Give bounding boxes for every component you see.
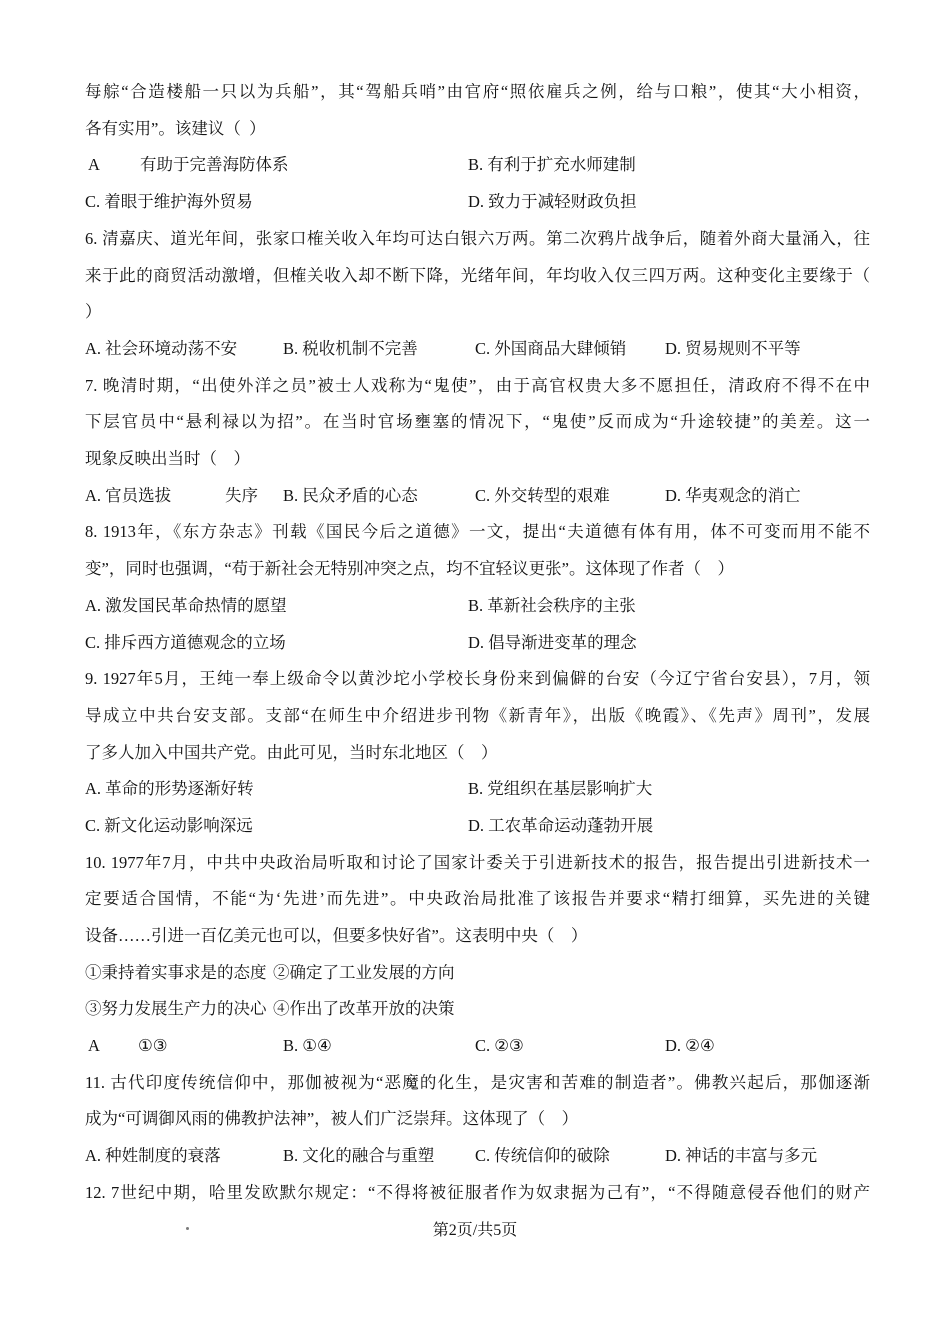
question-7-line-1: 7. 晚清时期，“出使外洋之员”被士人戏称为“鬼使”，由于高官权贵大多不愿担任，清政府不得不在中	[85, 376, 870, 395]
question-6-line-2: 来于此的商贸活动激增，但榷关收入却不断下降，光绪年间，年均收入仅三四万两。这种变化主要缘于（	[85, 266, 870, 285]
question-10-line-1: 10. 1977年7月，中共中央政治局听取和讨论了国家计委关于引进新技术的报告，报告提出引进新技术一	[85, 853, 870, 872]
question-11-option-a: A. 种姓制度的衰落	[85, 1146, 221, 1165]
question-11-line-1: 11. 古代印度传统信仰中，那伽被视为“恶魔的化生，是灾害和苦难的制造者”。佛教兴起后，那伽逐渐	[85, 1073, 870, 1092]
question-7-option-a: 失序	[225, 486, 258, 505]
question-10-statement-1: ①秉持着实事求是的态度	[85, 963, 267, 982]
question-11-options-row	[0, 1142, 950, 1170]
question-7-options-row	[0, 482, 950, 510]
question-8-options-row-1	[0, 592, 950, 620]
question-5-option-d: D. 致力于减轻财政负担	[468, 192, 637, 211]
question-10-option-a-label: A	[88, 1036, 100, 1055]
question-9-options-row-2	[0, 812, 950, 840]
question-10-statement-2: ②确定了工业发展的方向	[273, 963, 455, 982]
question-10-line-3: 设备……引进一百亿美元也可以，但要多快好省”。这表明中央（ ）	[85, 926, 588, 945]
question-7-option-d: D. 华夷观念的消亡	[665, 486, 801, 505]
question-10-statements-row-1	[0, 959, 950, 987]
question-10-line-2: 定要适合国情，不能“为‘先进’而先进”。中央政治局批准了该报告并要求“精打细算，买先进的关键	[85, 889, 870, 908]
question-12-line-1: 12. 7世纪中期，哈里发欧默尔规定：“不得将被征服者作为奴隶据为己有”，“不得随意侵吞他们的财产	[85, 1183, 870, 1202]
question-8-option-c: C. 排斥西方道德观念的立场	[85, 633, 286, 652]
question-11-option-c: C. 传统信仰的破除	[475, 1146, 610, 1165]
question-6-option-d: D. 贸易规则不平等	[665, 339, 801, 358]
question-11-line-2: 成为“可调御风雨的佛教护法神”，被人们广泛崇拜。这体现了（ ）	[85, 1109, 579, 1128]
question-5-option-c: C. 着眼于维护海外贸易	[85, 192, 253, 211]
question-10-option-a: ①③	[138, 1036, 168, 1055]
question-9-line-1: 9. 1927年5月，王纯一奉上级命令以黄沙坨小学校长身份来到偏僻的台安（今辽宁省台安县），7月，领	[85, 669, 870, 688]
question-8-line-1: 8. 1913年，《东方杂志》刊载《国民今后之道德》一文，提出“夫道德有体有用，体不可变而用不能不	[85, 522, 870, 541]
question-9-line-2: 导成立中共台安支部。支部“在师生中介绍进步刊物《新青年》，出版《晚霞》、《先声》周刊”，发展	[85, 706, 870, 725]
question-9-option-d: D. 工农革命运动蓬勃开展	[468, 816, 654, 835]
question-7-option-a-label: A. 官员选拔	[85, 486, 172, 505]
question-10-options-row	[0, 1032, 950, 1060]
question-6-option-b: B. 税收机制不完善	[283, 339, 418, 358]
question-7-line-3: 现象反映出当时（ ）	[85, 449, 250, 468]
question-10-option-c: C. ②③	[475, 1036, 524, 1055]
question-5-options-row-1	[0, 151, 950, 179]
page-number-indicator: 第2页/共5页	[432, 1222, 518, 1239]
question-5-options-row-2	[0, 188, 950, 216]
question-6-option-c: C. 外国商品大肆倾销	[475, 339, 627, 358]
question-8-option-b: B. 革新社会秩序的主张	[468, 596, 636, 615]
question-10-option-d: D. ②④	[665, 1036, 715, 1055]
question-9-option-a: A. 革命的形势逐渐好转	[85, 779, 254, 798]
question-10-statements-row-2	[0, 995, 950, 1023]
question-9-options-row-1	[0, 775, 950, 803]
question-5-option-b: B. 有利于扩充水师建制	[468, 155, 636, 174]
question-8-option-d: D. 倡导渐进变革的理念	[468, 633, 637, 652]
question-5-line-2: 各有实用”。该建议（ ）	[85, 119, 266, 138]
question-9-option-c: C. 新文化运动影响深远	[85, 816, 253, 835]
question-6-line-3: ）	[85, 302, 102, 321]
question-11-option-b: B. 文化的融合与重塑	[283, 1146, 435, 1165]
question-10-option-b: B. ①④	[283, 1036, 332, 1055]
question-6-option-a: A. 社会环境动荡不安	[85, 339, 238, 358]
question-8-options-row-2	[0, 629, 950, 657]
question-7-option-b: B. 民众矛盾的心态	[283, 486, 418, 505]
question-5-option-a: 有助于完善海防体系	[140, 155, 289, 174]
question-5-option-a-label: A	[88, 155, 100, 174]
question-9-option-b: B. 党组织在基层影响扩大	[468, 779, 653, 798]
question-5-line-1: 每䑸“合造楼船一只以为兵船”，其“驾船兵哨”由官府“照依雇兵之例，给与口粮”，使其“大小相资，	[85, 82, 870, 101]
question-10-statement-4: ④作出了改革开放的决策	[273, 999, 455, 1018]
question-6-options-row	[0, 335, 950, 363]
question-7-line-2: 下层官员中“悬利禄以为招”。在当时官场壅塞的情况下，“鬼使”反而成为“升途较捷”的美差。这一	[85, 412, 870, 431]
question-7-option-c: C. 外交转型的艰难	[475, 486, 610, 505]
question-8-option-a: A. 激发国民革命热情的愿望	[85, 596, 287, 615]
question-9-line-3: 了多人加入中国共产党。由此可见，当时东北地区（ ）	[85, 743, 498, 762]
question-10-statement-3: ③努力发展生产力的决心	[85, 999, 267, 1018]
question-8-line-2: 变”，同时也强调，“苟于新社会无特别冲突之点，均不宜轻议更张”。这体现了作者（ ）	[85, 559, 734, 578]
question-11-option-d: D. 神话的丰富与多元	[665, 1146, 818, 1165]
question-6-line-1: 6. 清嘉庆、道光年间，张家口榷关收入年均可达白银六万两。第二次鸦片战争后，随着外商大量涌入，往	[85, 229, 870, 248]
